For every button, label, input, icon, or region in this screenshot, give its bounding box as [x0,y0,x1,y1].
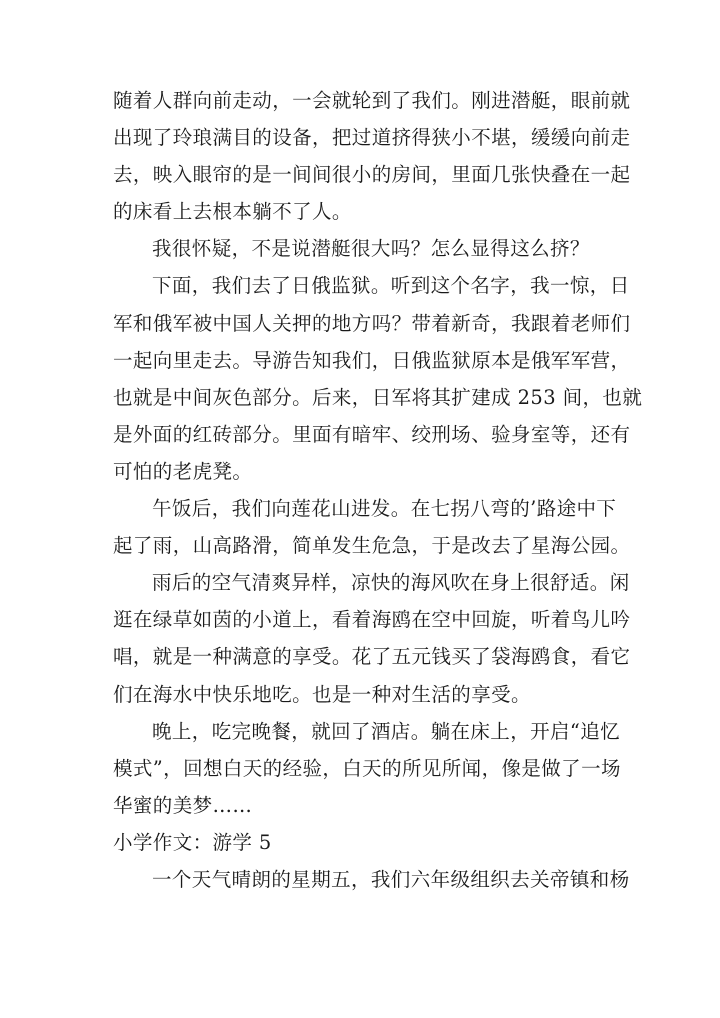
paragraph-doubt [113,230,608,267]
text-line: 的床看上去根本躺不了人。 [113,200,352,224]
text-line: 一个天气晴朗的星期五，我们六年级组织去关帝镇和杨 [152,867,630,891]
text-line: 一起向里走去。导游告知我们，日俄监狱原本是俄军军营， [113,348,631,372]
text-line: 随着人群向前走动，一会就轮到了我们。刚进潜艇，眼前就 [113,89,631,112]
text-line: 出现了玲琅满目的设备，把过道挤得狭小不堪，缓缓向前走 [113,126,631,150]
text-line: 起了雨，山高路滑，简单发生危急，于是改去了星海公园。 [113,534,631,558]
essay-heading: 小学作文：游学 5 [113,830,272,854]
paragraph-prison [113,267,643,490]
text-line: 华蜜的美梦…… [113,793,253,817]
text-line: 军和俄军被中国人关押的地方吗？带着新奇，我跟着老师们 [113,311,631,335]
paragraph-evening [113,713,621,824]
text-line: 是外面的红砖部分。里面有暗牢、绞刑场、验身室等，还有 [113,422,631,446]
text-line: 晚上，吃完晚餐，就回了酒店。躺在床上，开启“追忆 [152,719,621,743]
text-line: 模式”，回想白天的经验，白天的所见所闻，像是做了一场 [113,756,621,780]
text-line: 唱，就是一种满意的享受。花了五元钱买了袋海鸥食，看它 [113,645,631,669]
document-body [113,82,643,898]
text-line: 去，映入眼帘的是一间间很小的房间，里面几张快叠在一起 [113,163,631,187]
text-line: 们在海水中快乐地吃。也是一种对生活的享受。 [113,682,531,706]
text-line: 雨后的空气清爽异样，凉快的海风吹在身上很舒适。闲 [152,571,630,595]
text-line: 我很怀疑，不是说潜艇很大吗？怎么显得这么挤？ [152,237,590,261]
text-line: 也就是中间灰色部分。后来，日军将其扩建成 253 间，也就 [113,385,643,409]
text-line: 午饭后，我们向莲花山进发。在七拐八弯的’路途中下 [152,497,617,521]
paragraph-lotus-mountain [113,490,631,564]
paragraph-friday-trip [113,861,630,898]
text-line: 可怕的老虎凳。 [113,459,253,483]
text-line: 下面，我们去了日俄监狱。听到这个名字，我一惊，日 [152,274,630,298]
paragraph-xinghai-park [113,564,631,712]
text-line: 逛在绿草如茵的小道上，看着海鸥在空中回旋，听着鸟儿吟 [113,608,631,632]
paragraph-submarine-interior [113,82,631,230]
